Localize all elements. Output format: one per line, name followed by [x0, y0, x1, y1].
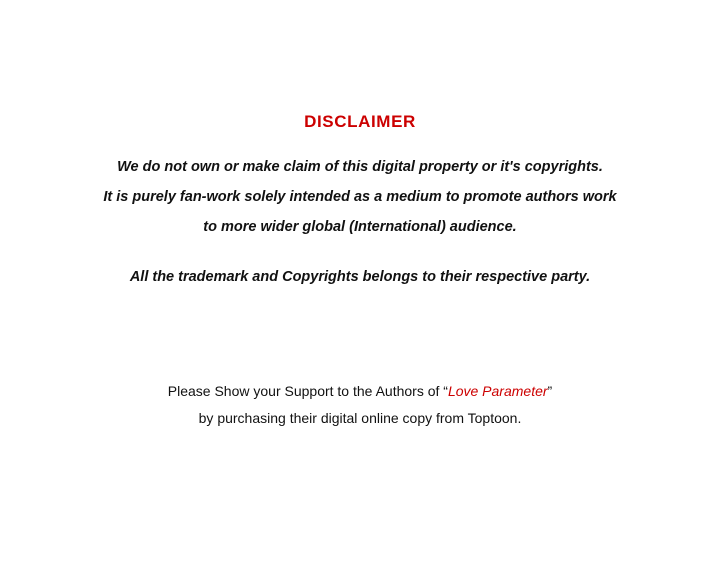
support-line-2: by purchasing their digital online copy from Toptoon.	[198, 410, 522, 426]
disclaimer-line-1: We do not own or make claim of this digital property or it's copyrights.	[117, 159, 603, 175]
work-title: Love Parameter	[447, 383, 548, 399]
trademark-notice: All the trademark and Copyrights belongs to their respective party.	[129, 269, 591, 285]
support-note	[60, 378, 660, 432]
disclaimer-line-3: to more wider global (International) audience.	[203, 219, 517, 235]
page-title: DISCLAIMER	[304, 112, 416, 131]
support-line-1	[60, 378, 660, 405]
support-suffix-text: ”	[547, 383, 553, 399]
disclaimer-line-2: It is purely fan-work solely intended as a medium to promote authors work	[103, 189, 617, 205]
disclaimer-body	[60, 152, 660, 292]
support-prefix-text: Please Show your Support to the Authors of “	[167, 383, 448, 399]
